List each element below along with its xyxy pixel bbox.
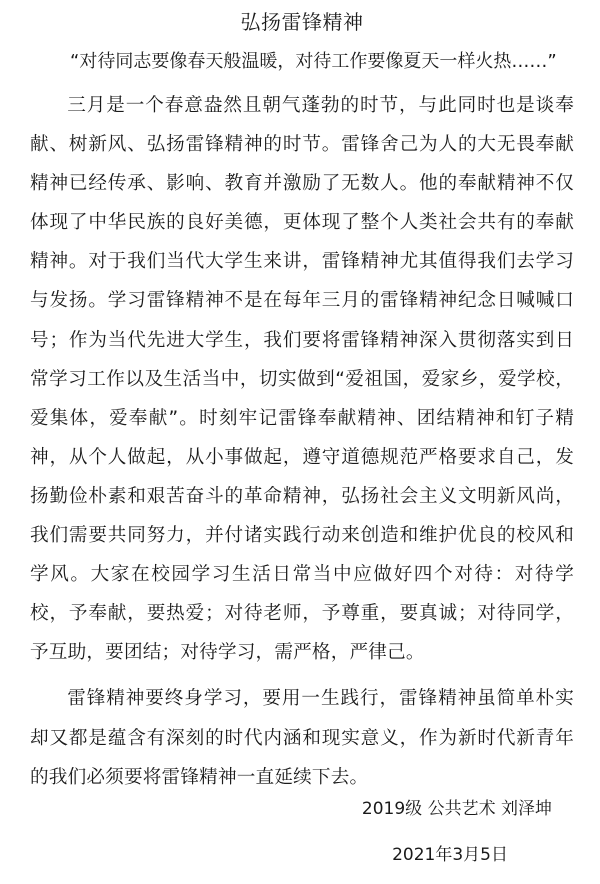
body-paragraph-1: 三月是一个春意盎然且朝气蓬勃的时节，与此同时也是谈奉献、树新风、弘扬雷锋精神的时节。雷锋舍己为人的大无畏奉献精神已经传承、影响、教育并激励了无数人。他的奉献精神不仅体现了中华民族的良好美德，更体现了整个人类社会共有的奉献精神。对于我们当代大学生来讲，雷锋精神尤其值得我们去学习与发扬。学习雷锋精神不是在每年三月的雷锋精神纪念日喊喊口号；作为当代先进大学生，我们要将雷锋精神深入贯彻落实到日常学习工作以及生活当中，切实做到“爱祖国，爱家乡，爱学校，爱集体，爱奉献”。时刻牢记雷锋奉献精神、团结精神和钉子精神，从个人做起，从小事做起，遵守道德规范严格要求自己，发扬勤俭朴素和艰苦奋斗的革命精神，弘扬社会主义文明新风尚，我们需要共同努力，并付诸实践行动来创造和维护优良的校风和学风。大家在校园学习生活日常当中应做好四个对待：对待学校，予奉献，要热爱；对待老师，予尊重，要真诚；对待同学，予互助，要团结；对待学习，需严格，严律己。	[30, 95, 574, 664]
lei-feng-quote: “对待同志要像春天般温暖，对待工作要像夏天一样火热……”	[70, 51, 557, 72]
author-signature: 2019级 公共艺术 刘泽坤	[361, 799, 552, 819]
body-paragraph-2: 雷锋精神要终身学习，要用一生践行，雷锋精神虽简单朴实却又都是蕴含有深刻的时代内涵和现实意义，作为新时代新青年的我们必须要将雷锋精神一直延续下去。	[30, 688, 574, 788]
document-date: 2021年3月5日	[392, 845, 508, 865]
document-title: 弘扬雷锋精神	[240, 10, 364, 34]
